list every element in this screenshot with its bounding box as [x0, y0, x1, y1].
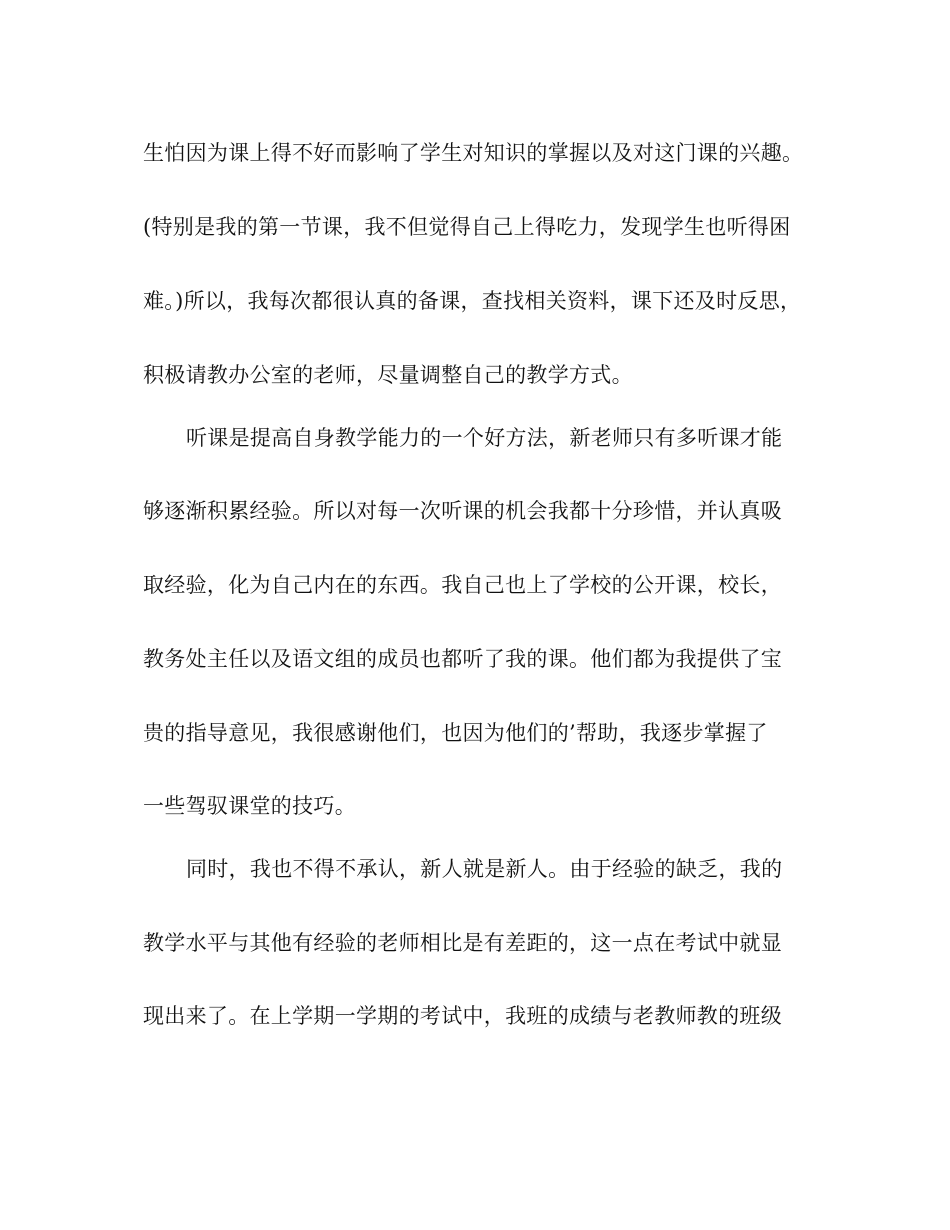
text-line: 教务处主任以及语文组的成员也都听了我的课。他们都为我提供了宝 — [143, 647, 782, 671]
text-line: 教学水平与其他有经验的老师相比是有差距的，这一点在考试中就显 — [143, 931, 782, 955]
paragraph-first-line: 听课是提高自身教学能力的一个好方法，新老师只有多听课才能 — [186, 426, 783, 450]
text-line: 难。)所以，我每次都很认真的备课，查找相关资料，课下还及时反思， — [143, 289, 802, 313]
text-line: 一些驾驭课堂的技巧。 — [143, 794, 356, 818]
text-line: 够逐渐积累经验。所以对每一次听课的机会我都十分珍惜，并认真吸 — [143, 499, 782, 523]
text-line: 贵的指导意见，我很感谢他们，也因为他们的’帮助，我逐步掌握了 — [143, 721, 768, 745]
text-line: 取经验，化为自己内在的东西。我自己也上了学校的公开课，校长， — [143, 573, 782, 597]
text-line: (特别是我的第一节课，我不但觉得自己上得吃力，发现学生也听得困 — [143, 215, 791, 239]
text-line: 生怕因为课上得不好而影响了学生对知识的掌握以及对这门课的兴趣。 — [143, 141, 804, 165]
text-line: 现出来了。在上学期一学期的考试中，我班的成绩与老教师教的班级 — [143, 1004, 782, 1028]
text-line: 积极请教办公室的老师，尽量调整自己的教学方式。 — [143, 363, 633, 387]
paragraph-first-line: 同时，我也不得不承认，新人就是新人。由于经验的缺乏，我的 — [186, 857, 783, 881]
